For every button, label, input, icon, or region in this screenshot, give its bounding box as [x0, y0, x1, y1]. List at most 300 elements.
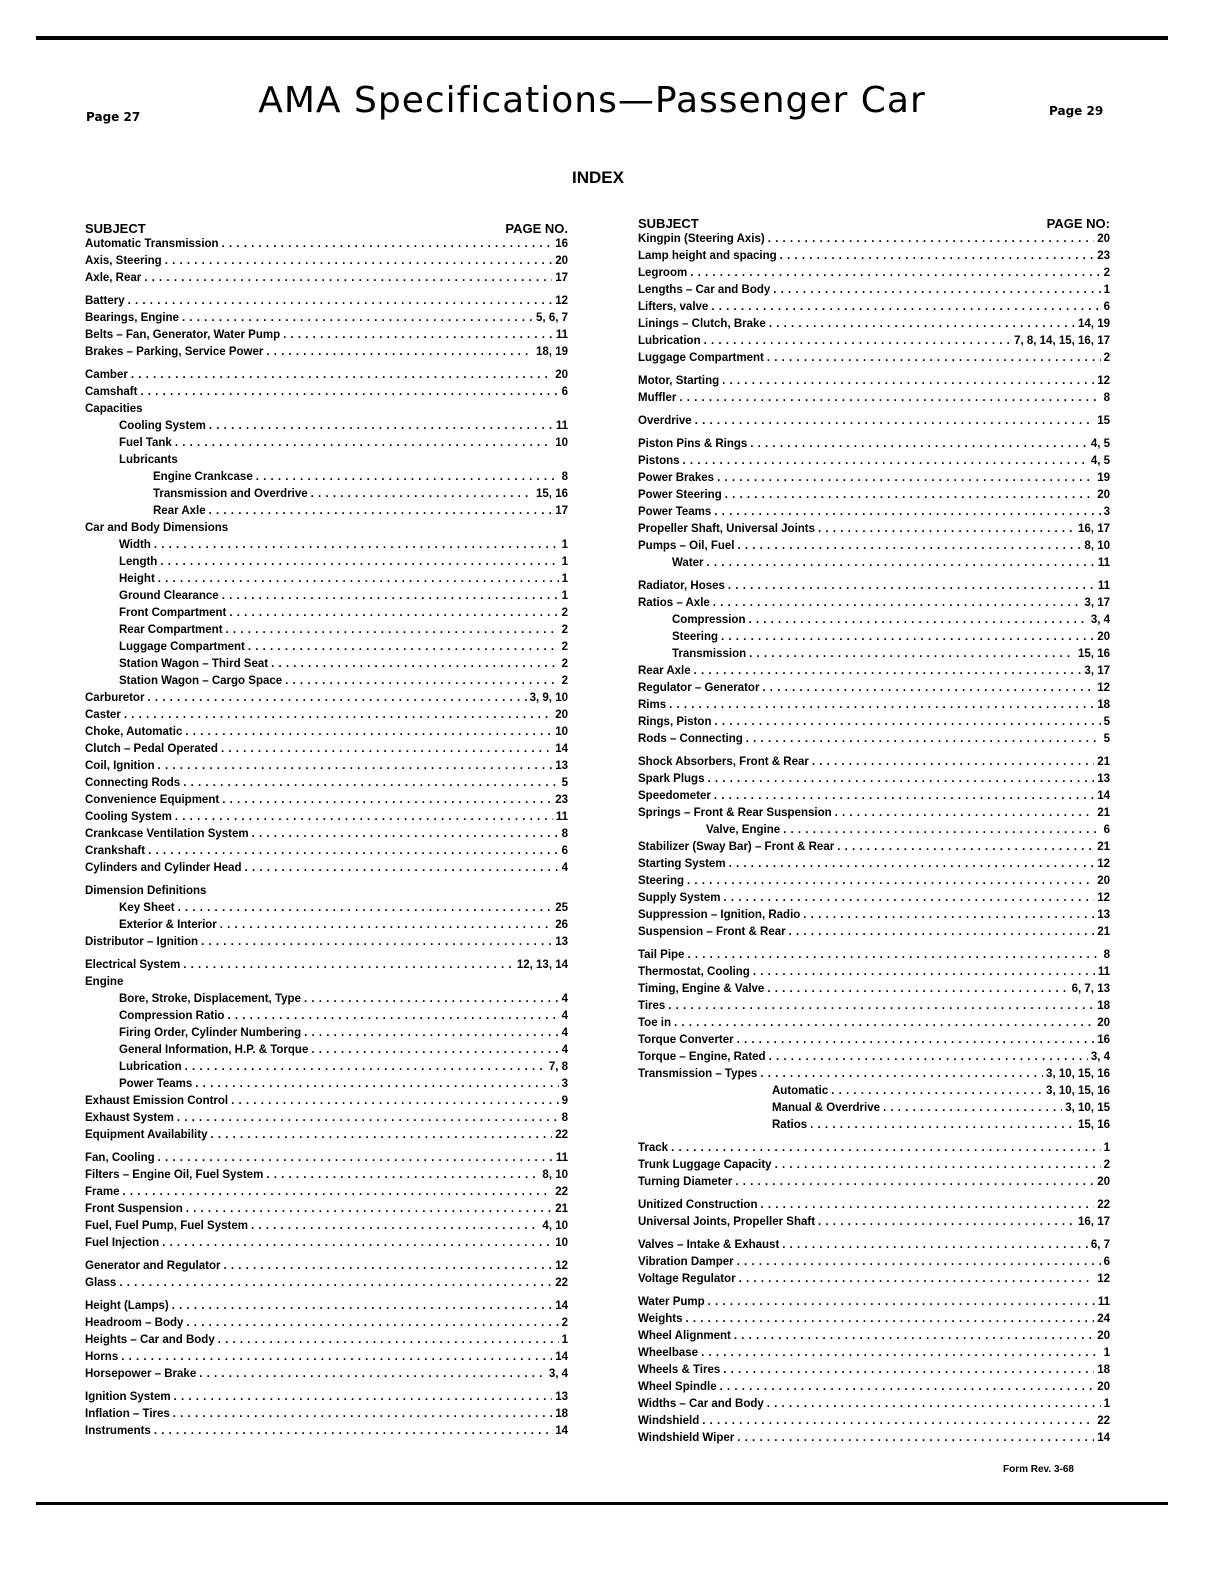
- index-entry: [85, 344, 568, 361]
- entry-page-number: 1: [1103, 1398, 1110, 1410]
- entry-page-number: 8: [1103, 392, 1110, 404]
- entry-subject: Valves – Intake & Exhaust: [638, 1239, 780, 1251]
- index-entry: [638, 1237, 1110, 1254]
- dot-leader: [304, 991, 559, 1008]
- index-entry: [85, 270, 568, 287]
- index-entry: [85, 503, 568, 520]
- index-entry: [85, 1258, 568, 1275]
- entry-subject: Engine Crankcase: [153, 471, 253, 483]
- index-entry: [638, 1157, 1110, 1174]
- dot-leader: [131, 367, 552, 384]
- entry-page-number: 20: [555, 709, 568, 721]
- entry-subject: Wheel Alignment: [638, 1330, 731, 1342]
- index-entry: [638, 981, 1110, 998]
- entry-page-number: 2: [561, 624, 568, 636]
- entry-subject: Exhaust Emission Control: [85, 1095, 229, 1107]
- index-entry: [638, 1396, 1110, 1413]
- dot-leader: [158, 1150, 553, 1167]
- entry-subject: Muffler: [638, 392, 677, 404]
- index-entry: [638, 1328, 1110, 1345]
- index-entry: [638, 1430, 1110, 1447]
- index-entry: [85, 1076, 568, 1093]
- index-entry: [85, 1025, 568, 1042]
- dot-leader: [775, 1157, 1101, 1174]
- index-entry: [85, 554, 568, 571]
- dot-leader: [690, 265, 1100, 282]
- entry-subject: Lubrication: [119, 1061, 182, 1073]
- entry-subject: Legroom: [638, 267, 688, 279]
- dot-leader: [195, 1076, 558, 1093]
- entry-subject: Automatic Transmission: [85, 238, 219, 250]
- entry-page-number: 12: [1097, 858, 1110, 870]
- entry-subject: Station Wagon – Third Seat: [119, 658, 269, 670]
- index-entry: [85, 758, 568, 775]
- dot-leader: [810, 1117, 1075, 1134]
- entry-page-number: 23: [555, 794, 568, 806]
- entry-page-number: 7, 8, 14, 15, 16, 17: [1014, 335, 1110, 347]
- index-entry: [85, 1042, 568, 1059]
- entry-subject: Clutch – Pedal Operated: [85, 743, 218, 755]
- entry-page-number: 21: [1097, 926, 1110, 938]
- entry-subject: Key Sheet: [119, 902, 175, 914]
- entry-subject: Regulator – Generator: [638, 682, 760, 694]
- dot-leader: [835, 805, 1095, 822]
- index-entry: [85, 1349, 568, 1366]
- entry-subject: Caster: [85, 709, 121, 721]
- entry-page-number: 10: [555, 437, 568, 449]
- entry-page-number: 1: [561, 573, 568, 585]
- dot-leader: [713, 595, 1082, 612]
- entry-subject: Horsepower – Brake: [85, 1368, 197, 1380]
- entry-page-number: 3, 9, 10: [529, 692, 568, 704]
- entry-subject: Pistons: [638, 455, 680, 467]
- dot-leader: [248, 639, 559, 656]
- entry-subject: Springs – Front & Rear Suspension: [638, 807, 832, 819]
- entry-page-number: 24: [1097, 1313, 1110, 1325]
- entry-page-number: 6: [1103, 1256, 1110, 1268]
- entry-subject: Car and Body Dimensions: [85, 522, 229, 534]
- entry-subject: Filters – Engine Oil, Fuel System: [85, 1169, 264, 1181]
- entry-page-number: 20: [1097, 631, 1110, 643]
- index-entry: [638, 1100, 1110, 1117]
- entry-page-number: 25: [555, 902, 568, 914]
- entry-page-number: 13: [555, 760, 568, 772]
- dot-leader: [271, 656, 559, 673]
- entry-subject: Steering: [672, 631, 719, 643]
- dot-leader: [256, 469, 559, 486]
- dot-leader: [671, 1140, 1101, 1157]
- entry-page-number: 15, 16: [1078, 1119, 1110, 1131]
- entry-page-number: 11: [1097, 557, 1110, 569]
- dot-leader: [818, 1214, 1075, 1231]
- dot-leader: [722, 373, 1094, 390]
- entry-page-number: 16, 17: [1078, 1216, 1110, 1228]
- entry-page-number: 16, 17: [1078, 523, 1110, 535]
- entry-page-number: 14: [555, 1351, 568, 1363]
- entry-page-number: 13: [555, 1391, 568, 1403]
- entry-page-number: 3, 10, 15, 16: [1046, 1085, 1110, 1097]
- dot-leader: [818, 521, 1075, 538]
- dot-leader: [769, 1049, 1088, 1066]
- top-rule: [36, 36, 1168, 40]
- entry-subject: Lubrication: [638, 335, 701, 347]
- index-entry: [638, 629, 1110, 646]
- index-entry: [85, 1127, 568, 1144]
- entry-page-number: 17: [555, 272, 568, 284]
- entry-subject: Overdrive: [638, 415, 692, 427]
- entry-subject: Lubricants: [119, 454, 178, 466]
- entry-subject: Wheels & Tires: [638, 1364, 721, 1376]
- dot-leader: [767, 981, 1068, 998]
- entry-page-number: 8, 10: [542, 1169, 568, 1181]
- entry-subject: Headroom – Body: [85, 1317, 184, 1329]
- index-entry: [638, 413, 1110, 430]
- index-entry: [85, 469, 568, 486]
- dot-leader: [178, 900, 553, 917]
- entry-page-number: 11: [555, 1152, 568, 1164]
- dot-leader: [160, 554, 558, 571]
- index-entry: [638, 595, 1110, 612]
- dot-leader: [668, 998, 1094, 1015]
- entry-subject: Rings, Piston: [638, 716, 712, 728]
- index-entry: [85, 991, 568, 1008]
- entry-page-number: 4, 5: [1090, 438, 1110, 450]
- entry-subject: Fuel, Fuel Pump, Fuel System: [85, 1220, 248, 1232]
- dot-leader: [147, 690, 526, 707]
- entry-page-number: 22: [555, 1129, 568, 1141]
- index-entry: [638, 282, 1110, 299]
- entry-subject: Rear Axle: [638, 665, 691, 677]
- entry-subject: Front Suspension: [85, 1203, 183, 1215]
- entry-page-number: 2: [1103, 267, 1110, 279]
- entry-page-number: 14, 19: [1078, 318, 1110, 330]
- entry-subject: Lifters, valve: [638, 301, 709, 313]
- index-entry: [638, 788, 1110, 805]
- page-no-label: PAGE NO.: [505, 221, 568, 236]
- index-entries-left: [85, 236, 568, 1440]
- entry-page-number: 12, 13, 14: [516, 959, 568, 971]
- entry-subject: Carburetor: [85, 692, 145, 704]
- index-entry: [638, 504, 1110, 521]
- dot-leader: [165, 253, 553, 270]
- entry-subject: Windshield Wiper: [638, 1432, 735, 1444]
- entry-subject: Convenience Equipment: [85, 794, 220, 806]
- dot-leader: [717, 470, 1094, 487]
- index-entry: [638, 390, 1110, 407]
- entry-page-number: 4: [561, 1010, 568, 1022]
- dot-leader: [749, 612, 1088, 629]
- dot-leader: [123, 1184, 553, 1201]
- entry-subject: Transmission: [672, 648, 747, 660]
- entry-page-number: 11: [555, 420, 568, 432]
- entry-subject: Torque – Engine, Rated: [638, 1051, 766, 1063]
- dot-leader: [124, 707, 552, 724]
- column-header-left: [85, 210, 568, 236]
- entry-subject: Axle, Rear: [85, 272, 142, 284]
- dot-leader: [183, 775, 558, 792]
- entry-page-number: 3: [1103, 506, 1110, 518]
- dot-leader: [883, 1100, 1062, 1117]
- entry-subject: Camshaft: [85, 386, 138, 398]
- dot-leader: [783, 822, 1100, 839]
- entry-subject: Capacities: [85, 403, 143, 415]
- dot-leader: [119, 1275, 552, 1292]
- dot-leader: [729, 856, 1095, 873]
- dot-leader: [182, 310, 533, 327]
- entry-page-number: 21: [1097, 807, 1110, 819]
- dot-leader: [209, 418, 553, 435]
- index-entry: [638, 1254, 1110, 1271]
- entry-page-number: 23: [1097, 250, 1110, 262]
- entry-page-number: 8: [561, 828, 568, 840]
- entry-page-number: 3, 4: [1090, 614, 1110, 626]
- entry-page-number: 13: [1097, 909, 1110, 921]
- dot-leader: [674, 1015, 1094, 1032]
- entry-subject: Rear Axle: [153, 505, 206, 517]
- entry-page-number: 21: [555, 1203, 568, 1215]
- index-entry: [85, 605, 568, 622]
- entry-page-number: 8, 10: [1084, 540, 1110, 552]
- index-entry: [85, 707, 568, 724]
- entry-subject: Instruments: [85, 1425, 151, 1437]
- dot-leader: [220, 917, 552, 934]
- entry-subject: Universal Joints, Propeller Shaft: [638, 1216, 816, 1228]
- dot-leader: [144, 270, 552, 287]
- entry-page-number: 22: [1097, 1199, 1110, 1211]
- dot-leader: [173, 1406, 552, 1423]
- entry-page-number: 3, 4: [548, 1368, 568, 1380]
- entry-subject: Compression: [672, 614, 746, 626]
- index-entry: [85, 435, 568, 452]
- entry-subject: Lengths – Car and Body: [638, 284, 771, 296]
- dot-leader: [266, 1167, 539, 1184]
- index-entry: [85, 1167, 568, 1184]
- entry-page-number: 5: [561, 777, 568, 789]
- dot-leader: [175, 809, 553, 826]
- dot-leader: [714, 504, 1100, 521]
- dot-leader: [707, 555, 1095, 572]
- entry-page-number: 18, 19: [536, 346, 568, 358]
- dot-leader: [760, 1066, 1043, 1083]
- entry-page-number: 18: [1097, 699, 1110, 711]
- dot-leader: [723, 1362, 1094, 1379]
- index-entry: [638, 998, 1110, 1015]
- index-entry: [85, 809, 568, 826]
- entry-subject: Belts – Fan, Generator, Water Pump: [85, 329, 281, 341]
- entry-subject: General Information, H.P. & Torque: [119, 1044, 309, 1056]
- dot-leader: [311, 486, 533, 503]
- entry-subject: Ratios – Axle: [638, 597, 710, 609]
- index-entry: [85, 1332, 568, 1349]
- entry-subject: Tires: [638, 1000, 666, 1012]
- dot-leader: [222, 792, 552, 809]
- index-entry: [638, 316, 1110, 333]
- entry-page-number: 20: [1097, 875, 1110, 887]
- entry-page-number: 8: [561, 471, 568, 483]
- entry-subject: Fan, Cooling: [85, 1152, 155, 1164]
- dot-leader: [251, 1218, 539, 1235]
- dot-leader: [266, 344, 533, 361]
- dot-leader: [767, 1396, 1101, 1413]
- entry-page-number: 11: [1097, 966, 1110, 978]
- entry-subject: Inflation – Tires: [85, 1408, 170, 1420]
- index-entry: [85, 957, 568, 974]
- page-number-left: Page 27: [86, 110, 141, 124]
- index-entry: [638, 299, 1110, 316]
- entry-subject: Exhaust System: [85, 1112, 174, 1124]
- entry-subject: Transmission and Overdrive: [153, 488, 308, 500]
- entry-subject: Distributor – Ignition: [85, 936, 199, 948]
- dot-leader: [687, 873, 1094, 890]
- dot-leader: [749, 646, 1075, 663]
- entry-subject: Thermostat, Cooling: [638, 966, 750, 978]
- dot-leader: [177, 1110, 559, 1127]
- index-entry: [638, 873, 1110, 890]
- entry-page-number: 22: [555, 1277, 568, 1289]
- entry-page-number: 13: [555, 936, 568, 948]
- entry-subject: Cylinders and Cylinder Head: [85, 862, 242, 874]
- entry-subject: Electrical System: [85, 959, 181, 971]
- index-entry: [85, 418, 568, 435]
- dot-leader: [714, 788, 1094, 805]
- index-entry: [638, 964, 1110, 981]
- entry-subject: Turning Diameter: [638, 1176, 733, 1188]
- entry-subject: Heights – Car and Body: [85, 1334, 215, 1346]
- entry-page-number: 5, 6, 7: [536, 312, 568, 324]
- entry-page-number: 11: [555, 811, 568, 823]
- entry-subject: Connecting Rods: [85, 777, 181, 789]
- entry-page-number: 4, 10: [542, 1220, 568, 1232]
- entry-subject: Height: [119, 573, 155, 585]
- entry-subject: Suppression – Ignition, Radio: [638, 909, 801, 921]
- entry-subject: Suspension – Front & Rear: [638, 926, 786, 938]
- dot-leader: [185, 1059, 546, 1076]
- index-entry: [85, 656, 568, 673]
- subject-label: SUBJECT: [638, 216, 699, 231]
- index-entry: [638, 265, 1110, 282]
- entry-subject: Cooling System: [85, 811, 172, 823]
- dot-leader: [227, 1008, 558, 1025]
- entry-subject: Weights: [638, 1313, 683, 1325]
- index-entry: [85, 520, 568, 537]
- entry-page-number: 14: [555, 1425, 568, 1437]
- index-entry: [85, 860, 568, 877]
- index-entry: [638, 697, 1110, 714]
- entry-subject: Kingpin (Steering Axis): [638, 233, 765, 245]
- entry-page-number: 16: [555, 238, 568, 250]
- dot-leader: [714, 714, 1100, 731]
- index-entry: [638, 1345, 1110, 1362]
- index-entry: [85, 486, 568, 503]
- entry-subject: Battery: [85, 295, 125, 307]
- index-entry: [85, 1315, 568, 1332]
- dot-leader: [148, 843, 559, 860]
- dot-leader: [154, 1423, 552, 1440]
- index-entry: [638, 1140, 1110, 1157]
- entry-subject: Power Teams: [119, 1078, 193, 1090]
- entry-subject: Shock Absorbers, Front & Rear: [638, 756, 809, 768]
- dot-leader: [158, 758, 553, 775]
- dot-leader: [803, 907, 1094, 924]
- entry-page-number: 12: [1097, 375, 1110, 387]
- index-entry: [85, 537, 568, 554]
- dot-leader: [683, 453, 1088, 470]
- dot-leader: [162, 1235, 552, 1252]
- entry-subject: Dimension Definitions: [85, 885, 207, 897]
- entry-page-number: 15, 16: [1078, 648, 1110, 660]
- entry-page-number: 26: [555, 919, 568, 931]
- index-entry: [638, 680, 1110, 697]
- index-entry: [638, 856, 1110, 873]
- entry-subject: Windshield: [638, 1415, 700, 1427]
- entry-subject: Choke, Automatic: [85, 726, 183, 738]
- entry-subject: Starting System: [638, 858, 726, 870]
- entry-subject: Axis, Steering: [85, 255, 162, 267]
- entry-subject: Front Compartment: [119, 607, 227, 619]
- index-entry: [85, 639, 568, 656]
- index-entry: [638, 453, 1110, 470]
- entry-page-number: 20: [555, 255, 568, 267]
- entry-page-number: 11: [1097, 1296, 1110, 1308]
- entry-subject: Crankshaft: [85, 845, 146, 857]
- dot-leader: [708, 1294, 1095, 1311]
- dot-leader: [750, 436, 1088, 453]
- entry-page-number: 18: [555, 1408, 568, 1420]
- entry-page-number: 8: [561, 1112, 568, 1124]
- entry-page-number: 18: [1097, 1364, 1110, 1376]
- entry-page-number: 1: [561, 556, 568, 568]
- entry-subject: Automatic: [772, 1085, 829, 1097]
- index-entry: [85, 367, 568, 384]
- index-entry: [638, 1174, 1110, 1191]
- index-entry: [638, 1197, 1110, 1214]
- index-entry: [638, 1032, 1110, 1049]
- entry-page-number: 2: [561, 641, 568, 653]
- entry-page-number: 2: [561, 675, 568, 687]
- entry-page-number: 5: [1103, 733, 1110, 745]
- dot-leader: [183, 957, 514, 974]
- entry-subject: Bore, Stroke, Displacement, Type: [119, 993, 301, 1005]
- dot-leader: [695, 413, 1095, 430]
- dot-leader: [702, 1413, 1094, 1430]
- entry-subject: Transmission – Types: [638, 1068, 758, 1080]
- entry-subject: Water Pump: [638, 1296, 705, 1308]
- entry-page-number: 13: [1097, 773, 1110, 785]
- dot-leader: [221, 741, 552, 758]
- index-entry: [638, 1379, 1110, 1396]
- dot-leader: [753, 964, 1095, 981]
- entry-subject: Widths – Car and Body: [638, 1398, 764, 1410]
- entry-subject: Ignition System: [85, 1391, 171, 1403]
- form-revision: Form Rev. 3-68: [1003, 1464, 1074, 1475]
- dot-leader: [782, 1237, 1088, 1254]
- dot-leader: [245, 860, 559, 877]
- index-entry: [85, 826, 568, 843]
- entry-subject: Firing Order, Cylinder Numbering: [119, 1027, 302, 1039]
- entry-page-number: 11: [555, 329, 568, 341]
- index-entry: [85, 452, 568, 469]
- entry-subject: Ratios: [772, 1119, 808, 1131]
- index-entry: [638, 839, 1110, 856]
- dot-leader: [728, 578, 1095, 595]
- entry-page-number: 1: [561, 1334, 568, 1346]
- entry-subject: Luggage Compartment: [638, 352, 764, 364]
- dot-leader: [679, 390, 1100, 407]
- entry-page-number: 6, 7: [1090, 1239, 1110, 1251]
- index-entry: [85, 1366, 568, 1383]
- dot-leader: [701, 1345, 1101, 1362]
- index-entry: [85, 1110, 568, 1127]
